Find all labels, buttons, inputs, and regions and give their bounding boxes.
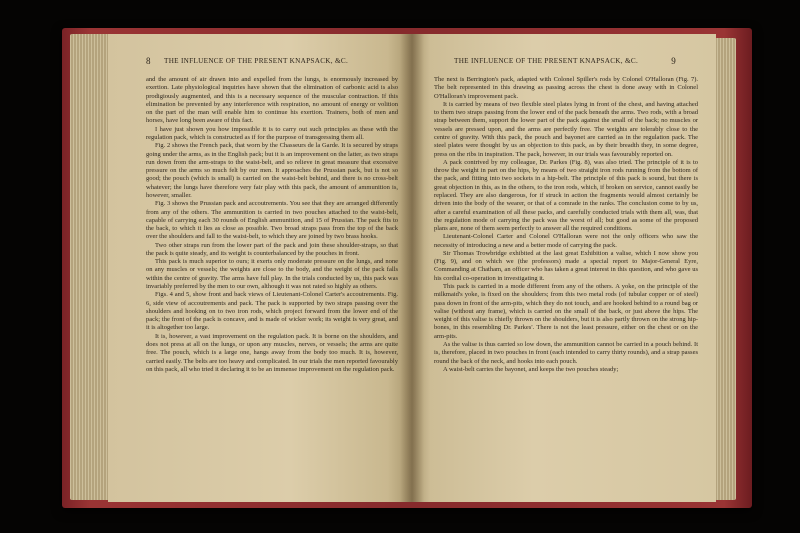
paragraph: The next is Berrington's pack, adapted with Colonel Spiller's rods by Colonel O'Halloran (Fig. 7). The belt represented in this drawing as passing across the chest is done away with in Colonel O'Halloran's improvement pack. xyxy=(434,76,698,100)
running-head-title: THE INFLUENCE OF THE PRESENT KNAPSACK, &C. xyxy=(164,57,349,65)
paragraph: Fig. 2 shows the French pack, that worn by the Chasseurs de la Garde. It is secured by straps going under the arms, as in the English pack; but it is an improvement on the latter, as two straps run down from the arm-straps to the waist-belt, and so relieve in great measure that excessive pressure on the arms so much felt by our men. It approaches the Prussian pack, but is not so good; the pouch (which is small) is carried on the waist-belt behind, and there is no cross-belt whatever; the lungs have therefore very fair play with this pack, the amount of ammunition is, however, smaller. xyxy=(146,142,398,199)
page-body xyxy=(434,76,698,492)
paragraph: It is, however, a vast improvement on the regulation pack. It is borne on the shoulders, and does not press at all on the lungs, or upon any muscles, nerves, or vessels; the arms are quite free. The pouch, which is a large one, hangs away from the body too much. It is, however, carried easily. The belts are too heavy and complicated. In our trials the men reported favourably on this pack, all who tried it declaring it to be an immense improvement on the regulation pack. xyxy=(146,332,398,373)
paragraph: A waist-belt carries the bayonet, and keeps the two pouches steady; xyxy=(443,365,619,373)
paragraph: Lieutenant-Colonel Carter and Colonel O'Halloran were not the only officers who saw the necessity of introducing a new and a better mode of carrying the pack. xyxy=(434,233,698,249)
page-edges-left xyxy=(70,34,112,500)
paragraph: I have just shown you how impossible it is to carry out such principles as these with the regulation pack, which is constructed as if for the purpose of transgressing them all. xyxy=(146,125,398,141)
page-number: 8 xyxy=(146,56,151,66)
right-page xyxy=(412,34,716,502)
running-head-title: THE INFLUENCE OF THE PRESENT KNAPSACK, &C. xyxy=(454,57,639,65)
left-page xyxy=(108,34,412,502)
paragraph: As the valise is thus carried so low down, the ammunition cannot be carried in a pouch behind. It is, therefore, placed in two pouches in front (each intended to carry thirty rounds), and a strap passes round the back of the neck, and hooks into each pouch. xyxy=(434,341,698,365)
paragraph: Two other straps run from the lower part of the pack and join these shoulder-straps, so that the pack is quite steady, and its weight is counterbalanced by the pouches in front. xyxy=(146,241,398,257)
page-number: 9 xyxy=(671,56,676,66)
paragraph: Figs. 4 and 5, show front and back views of Lieutenant-Colonel Carter's accoutrements. Fig. 6, side view of accoutrements and pack. The pack is supported by two straps passing over the shoulders and hooking on to two iron rods, which project forward from the lower end of the pack; the front of the pack is concave, and is made of wicker work; its weight is very great, and it is altogether too large. xyxy=(146,291,398,332)
paragraph: This pack is carried in a mode different from any of the others. A yoke, on the principle of the milkmaid's yoke, is fixed on the shoulders; from this two metal rods (of tubular copper or of steel) pass down in front of the arm-pits, which they do not touch, and are hooked behind to a round bag or valise (without any frame), which is carried on the small of the back, or just above the hips. The weight of this valise is chiefly thrown on the shoulders, but it is also partly thrown on the strong hip-bones, in this resembling Dr. Parkes'. There is not the least pressure, either on the chest or on the arm-pits. xyxy=(434,283,698,340)
page-body xyxy=(146,76,398,492)
paragraph: It is carried by means of two flexible steel plates lying in front of the chest, and having attached to them two straps passing from the lower end of the pack beneath the arms. Two rods, with a broad strap between them, support the lower part of the pack against the small of the back; no muscles or vessels are pressed upon, and the arms are perfectly free. The weights are tolerably close to the centre of gravity. With this pack, the pouch and bayonet are carried as in the regulation pack. The steel plates were thought by us an objection to this pack, as by their breadth they, in some degree, press on the ribs in inspiration. The pack, however, in our trials was favourably reported on. xyxy=(434,100,698,158)
paragraph: Sir Thomas Trowbridge exhibited at the last great Exhibition a valise, which I now show you (Fig. 9), and on which we (the professors) made a special report to Major-General Eyre, Commanding at Chatham, an officer who has taken a great interest in this question, and who gave us his cordial co-operation in investigating it. xyxy=(434,249,698,282)
paragraph: and the amount of air drawn into and expelled from the lungs, is enormously increased by exertion. Late physiological inquiries have shown that the elimination of carbonic acid is also prodigiously augmented, and this is a necessary sequence of the muscular contraction. If this elimination be prevented by any interference with respiration, no amount of energy or volition on the part of the man will enable him to continue his exertion. Trainers, both of men and horses, have long been aware of this fact. xyxy=(146,76,398,125)
paragraph: A pack contrived by my colleague, Dr. Parkes (Fig. 8), was also tried. The principle of it is to throw the weight in part on the hips, by means of two straight iron rods running from the bottom of the pack, and fitting into two sockets in a hip-belt. The principle of this pack is sound, but there is great objection in this, as in the others, to the iron rods, which, if broken on service, cannot easily be replaced. They are also dangerous, for if struck in action the fragments would almost certainly be driven into the body of the wearer, or that of a comrade in the ranks. The conclusion come to by us, after a careful examination of all these packs, and carefully conducted trials with them all, was, that the regulation mode of carrying the pack was the worst of all; but good as some of the proposed plans are, none of them seem perfectly to answer all the required conditions. xyxy=(434,158,698,233)
paragraph: This pack is much superior to ours; it exerts only moderate pressure on the lungs, and none on any muscles or vessels; the weights are close to the body, and the weight of the pack falls within the centre of gravity. The arms have full play. In the trials conducted by us, this pack was invariably preferred by the men to our own, although it was not rated so highly as others. xyxy=(146,258,398,291)
paragraph: Fig. 3 shows the Prussian pack and accoutrements. You see that they are arranged differently from any of the others. The ammunition is carried in two pouches attached to the waist-belt, capable of carrying each 30 rounds of English ammunition, and 15 of Prussian. The pack fits to the back, to which it lies as close as possible. Two broad straps pass from the top of the back over the shoulders and fall to the waist-belt, to which they are joined by two brass hooks. xyxy=(146,200,398,241)
